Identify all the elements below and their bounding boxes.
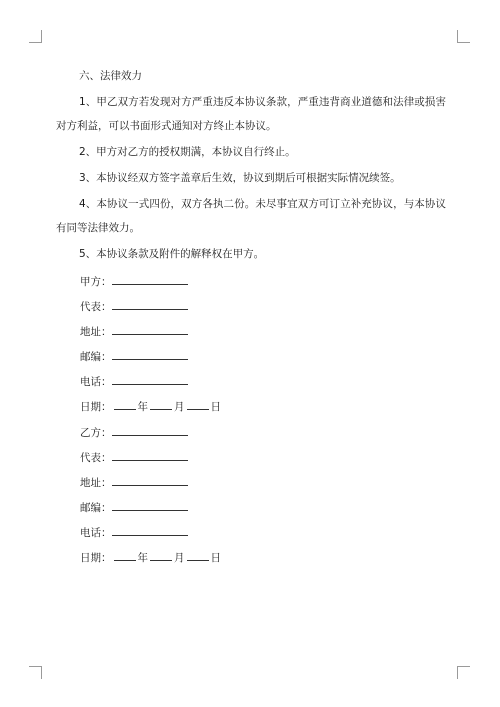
party-a-year-label: 年 xyxy=(137,401,148,413)
party-b-address-row xyxy=(80,474,340,490)
party-a-phone-label: 电话： xyxy=(80,376,112,388)
party-a-date-row xyxy=(80,398,340,414)
party-b-rep-label: 代表： xyxy=(80,452,112,464)
party-a-date-label: 日期： xyxy=(80,401,112,413)
party-b-postcode-row xyxy=(80,499,340,515)
party-b-month-blank[interactable] xyxy=(150,549,172,561)
party-b-date-label: 日期： xyxy=(80,552,112,564)
party-b-phone-label: 电话： xyxy=(80,527,112,539)
party-b-name-row xyxy=(80,424,340,440)
page-corner-mark-top-left xyxy=(29,30,42,43)
party-a-address-blank[interactable] xyxy=(112,323,188,335)
party-a-postcode-label: 邮编： xyxy=(80,351,112,363)
party-a-postcode-row xyxy=(80,348,340,364)
party-b-day-label: 日 xyxy=(210,552,221,564)
page-corner-mark-bottom-left xyxy=(29,666,42,679)
party-a-rep-blank[interactable] xyxy=(112,298,188,310)
party-b-phone-blank[interactable] xyxy=(112,524,188,536)
party-b-phone-row xyxy=(80,524,340,540)
clause-5: 5、本协议条款及附件的解释权在甲方。 xyxy=(79,248,265,260)
clause-3: 3、本协议经双方签字盖章后生效，协议到期后可根据实际情况续签。 xyxy=(79,172,401,184)
party-b-postcode-label: 邮编： xyxy=(80,502,112,514)
party-b-name-blank[interactable] xyxy=(112,424,188,436)
party-b-month-label: 月 xyxy=(174,552,185,564)
party-b-year-label: 年 xyxy=(137,552,148,564)
party-a-address-row xyxy=(80,323,340,339)
party-a-month-label: 月 xyxy=(174,401,185,413)
document-body xyxy=(56,64,446,266)
party-b-day-blank[interactable] xyxy=(187,549,209,561)
clause-1: 1、甲乙双方若发现对方严重违反本协议条款，严重违背商业道德和法律或损害对方利益，可以书面形式通知对方终止本协议。 xyxy=(56,96,446,132)
party-b-date-row xyxy=(80,549,340,565)
party-b-label: 乙方： xyxy=(80,427,112,439)
page-corner-mark-bottom-right xyxy=(457,666,470,679)
party-a-month-blank[interactable] xyxy=(150,398,172,410)
party-a-address-label: 地址： xyxy=(80,326,112,338)
party-a-day-label: 日 xyxy=(210,401,221,413)
party-a-day-blank[interactable] xyxy=(187,398,209,410)
party-a-postcode-blank[interactable] xyxy=(112,348,188,360)
party-a-rep-label: 代表： xyxy=(80,301,112,313)
party-b-rep-row xyxy=(80,449,340,465)
party-a-phone-blank[interactable] xyxy=(112,373,188,385)
clause-2: 2、甲方对乙方的授权期满，本协议自行终止。 xyxy=(79,146,296,158)
party-b-address-label: 地址： xyxy=(80,477,112,489)
page-corner-mark-top-right xyxy=(457,30,470,43)
clause-4: 4、本协议一式四份，双方各执二份。未尽事宜双方可订立补充协议，与本协议有同等法律效力。 xyxy=(56,198,446,234)
party-a-name-blank[interactable] xyxy=(112,273,188,285)
section-title: 六、法律效力 xyxy=(79,70,142,82)
party-b-year-blank[interactable] xyxy=(114,549,136,561)
party-b-address-blank[interactable] xyxy=(112,474,188,486)
party-b-rep-blank[interactable] xyxy=(112,449,188,461)
party-a-year-blank[interactable] xyxy=(114,398,136,410)
party-a-name-row xyxy=(80,273,340,289)
party-a-phone-row xyxy=(80,373,340,389)
party-a-rep-row xyxy=(80,298,340,314)
party-b-postcode-blank[interactable] xyxy=(112,499,188,511)
party-a-label: 甲方： xyxy=(80,276,112,288)
